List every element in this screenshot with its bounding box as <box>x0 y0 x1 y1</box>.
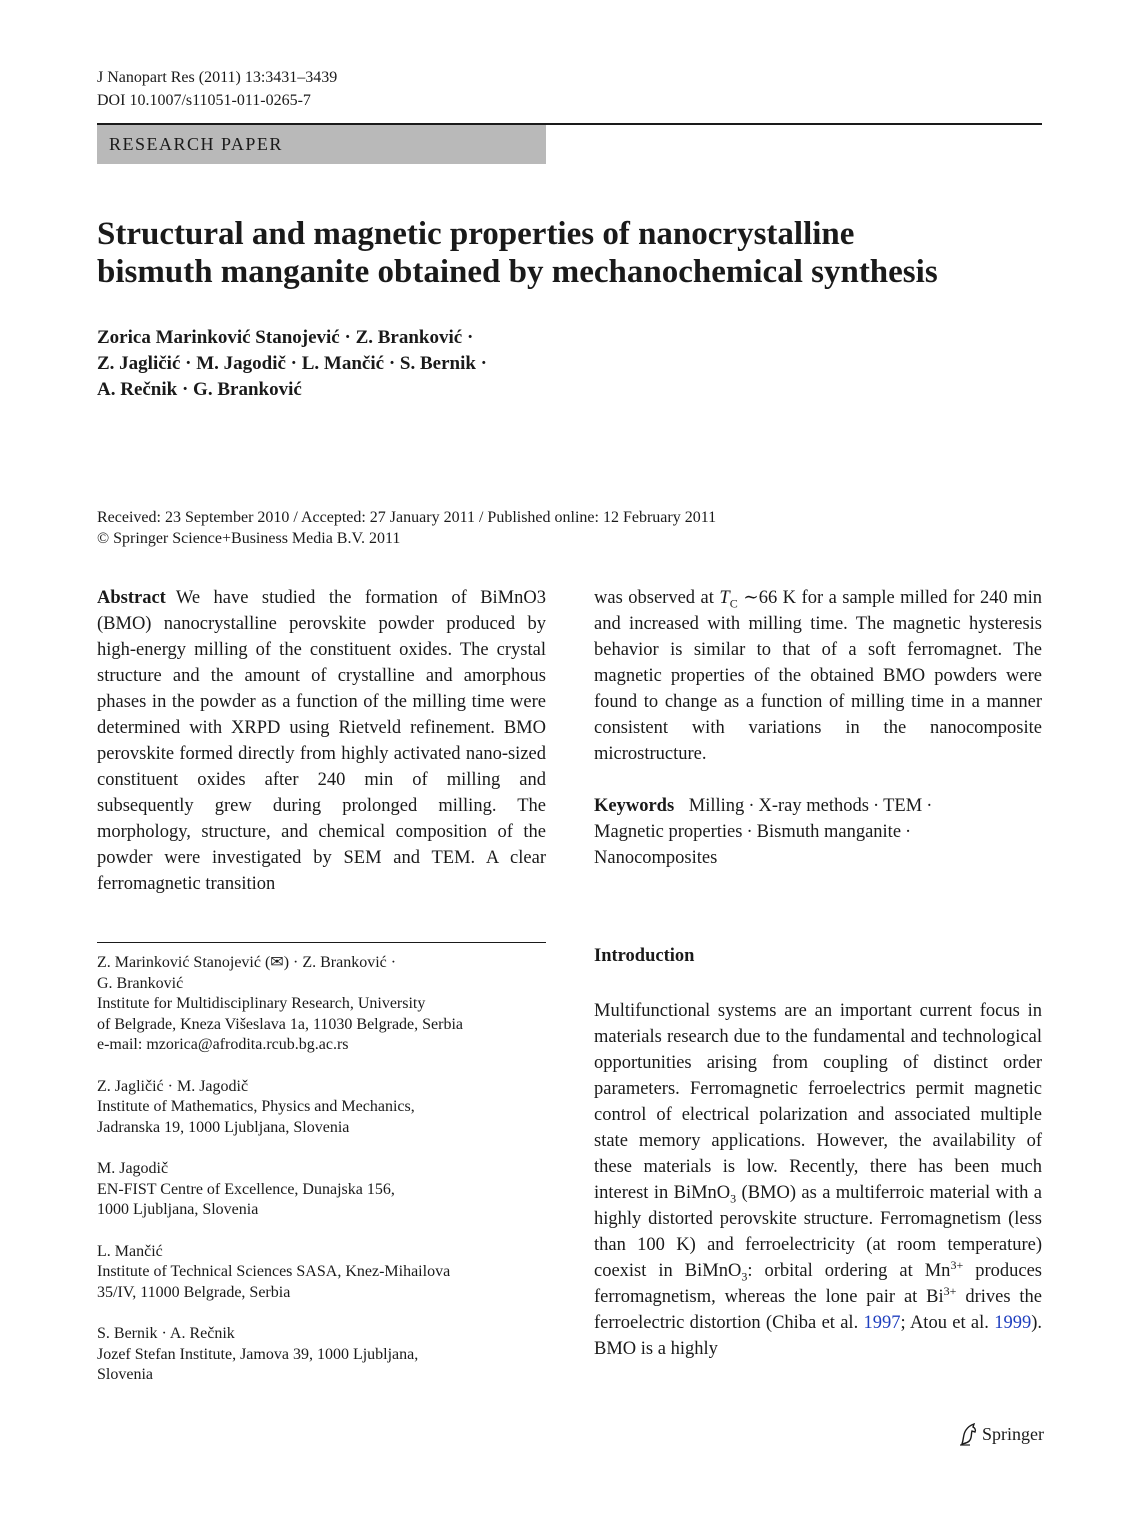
abstract-cont-rest: ∼66 K for a sample milled for 240 min and increased with milling time. The magnetic hysteresis behavior is similar to that of a soft ferromagnet. The magnetic properties of the obtained BMO powders were found to change as a function of milling time in a manner consistent with variations in the nanocomposite microstructure. <box>594 588 1043 764</box>
affiliations <box>97 953 546 1407</box>
subscript: 3 <box>730 1191 737 1206</box>
paper-title <box>97 215 1042 291</box>
copyright-line: © Springer Science+Business Media B.V. 2011 <box>97 530 401 547</box>
affiliation-names: Z. Marinković Stanojević (✉) · Z. Branković · <box>97 954 397 971</box>
introduction-heading: Introduction <box>594 946 695 966</box>
affiliation-names: M. Jagodič <box>97 1160 169 1177</box>
keyword: X-ray methods <box>758 796 869 816</box>
dates-line: Received: 23 September 2010 / Accepted: 27 January 2011 / Published online: 12 February 2011 <box>97 509 717 526</box>
affiliation-address: 35/IV, 11000 Belgrade, Serbia <box>97 1283 291 1301</box>
intro-text: ). BMO is a highly <box>594 1313 1042 1359</box>
citation-link[interactable]: 1999 <box>994 1313 1032 1333</box>
citation-link[interactable]: 1997 <box>863 1313 901 1333</box>
abstract-cont-prefix: was observed at <box>594 588 714 608</box>
intro-text: produces ferromagnetism, whereas the lone pair at Bi <box>594 1261 1042 1307</box>
affiliation-institution: Institute for Multidisciplinary Research, University <box>97 995 426 1012</box>
intro-text: : orbital ordering at Mn <box>747 1261 951 1281</box>
journal-citation <box>97 66 337 112</box>
affiliation-institution: Institute of Mathematics, Physics and Mechanics, <box>97 1098 415 1115</box>
title-line-2: bismuth manganite obtained by mechanochemical synthesis <box>97 254 938 290</box>
publisher-logo <box>958 1422 1044 1446</box>
publisher-name: Springer <box>982 1423 1044 1444</box>
doi: DOI 10.1007/s11051-011-0265-7 <box>97 92 311 109</box>
introduction-paragraph <box>594 998 1042 1362</box>
affiliation-entry <box>97 1324 546 1386</box>
keyword: Nanocomposites <box>594 848 718 868</box>
affiliation-address: Slovenia <box>97 1366 153 1383</box>
affiliation-names: L. Mančić <box>97 1242 163 1260</box>
affiliation-entry <box>97 1242 546 1304</box>
title-line-1: Structural and magnetic properties of nanocrystalline <box>97 216 855 252</box>
abstract-block <box>97 585 546 897</box>
superscript: 3+ <box>943 1283 957 1298</box>
keyword: TEM <box>883 796 923 816</box>
footnote-rule <box>97 942 546 943</box>
affiliation-institution: EN-FIST Centre of Excellence, Dunajska 156, <box>97 1180 395 1198</box>
authors-line-2: Z. Jagličić · M. Jagodič · L. Mančić · S. Bernik · <box>97 353 488 374</box>
authors-line-1: Zorica Marinković Stanojević · Z. Branković · <box>97 327 474 348</box>
author-list <box>97 325 697 403</box>
affiliation-address: of Belgrade, Kneza Višeslava 1a, 11030 Belgrade, Serbia <box>97 1015 464 1033</box>
affiliation-names: G. Branković <box>97 974 184 992</box>
abstract-continuation <box>594 585 1042 871</box>
authors-line-3: A. Rečnik · G. Branković <box>97 379 302 400</box>
keyword: Bismuth manganite <box>756 822 902 842</box>
affiliation-entry <box>97 1077 546 1139</box>
keywords-block: Keywords Milling · X-ray methods · TEM · Magnetic properties · Bismuth manganite · Nanocomposites <box>594 796 933 868</box>
tc-subscript: C <box>729 596 738 611</box>
superscript: 3+ <box>950 1257 964 1272</box>
intro-text: drives the ferroelectric distortion (Chiba et al. <box>594 1287 1042 1333</box>
affiliation-entry <box>97 1159 546 1221</box>
tc-symbol: T <box>719 588 730 608</box>
intro-text: (BMO) as a multiferroic material with a highly distorted perovskite structure. Ferromagnetism (less than 100 K) and ferroelectricity (at room temperature) coexist in BiMnO <box>594 1183 1042 1281</box>
intro-text: ; Atou et al. <box>900 1313 995 1333</box>
affiliation-names: S. Bernik · A. Rečnik <box>97 1325 235 1342</box>
keywords-label: Keywords <box>594 796 675 816</box>
abstract-cont-paragraph <box>594 585 1042 767</box>
journal-reference: J Nanopart Res (2011) 13:3431–3439 <box>97 69 338 86</box>
publication-dates <box>97 507 716 549</box>
intro-text: Multifunctional systems are an important current focus in materials research due to the fundamental and technological opportunities arising from coupling of distinct order parameters. Ferromagnetic ferroelectrics permit magnetic control of electrical polarization and associated multiple state memory applications. However, the availability of these materials is low. Recently, there has been much interest in BiMnO <box>594 1001 1042 1203</box>
section-label: RESEARCH PAPER <box>97 125 546 164</box>
affiliation-institution: Institute of Technical Sciences SASA, Knez-Mihailova <box>97 1263 451 1280</box>
abstract-text: We have studied the formation of BiMnO3 (BMO) nanocrystalline perovskite powder produced by high-energy milling of the constituent oxides. The crystal structure and the amount of crystalline and amorphous phases in the powder as a function of the milling time were determined with XRPD using Rietveld refinement. BMO perovskite formed directly from highly activated nano-sized constituent oxides after 240 min of milling and subsequently grew during prolonged milling. The morphology, structure, and chemical composition of the powder were investigated by SEM and TEM. A clear ferromagnetic transition <box>97 588 546 894</box>
keyword: Magnetic properties <box>594 822 743 842</box>
affiliation-entry <box>97 953 546 1056</box>
affiliation-email[interactable]: e-mail: mzorica@afrodita.rcub.bg.ac.rs <box>97 1036 349 1053</box>
keyword: Milling <box>688 796 745 816</box>
springer-horse-icon <box>958 1422 978 1446</box>
affiliation-institution: Jozef Stefan Institute, Jamova 39, 1000 Ljubljana, <box>97 1345 419 1363</box>
affiliation-names: Z. Jagličić · M. Jagodič <box>97 1077 249 1095</box>
affiliation-address: Jadranska 19, 1000 Ljubljana, Slovenia <box>97 1118 350 1136</box>
abstract-label: Abstract <box>97 588 166 608</box>
affiliation-address: 1000 Ljubljana, Slovenia <box>97 1201 259 1218</box>
subscript: 3 <box>741 1269 748 1284</box>
